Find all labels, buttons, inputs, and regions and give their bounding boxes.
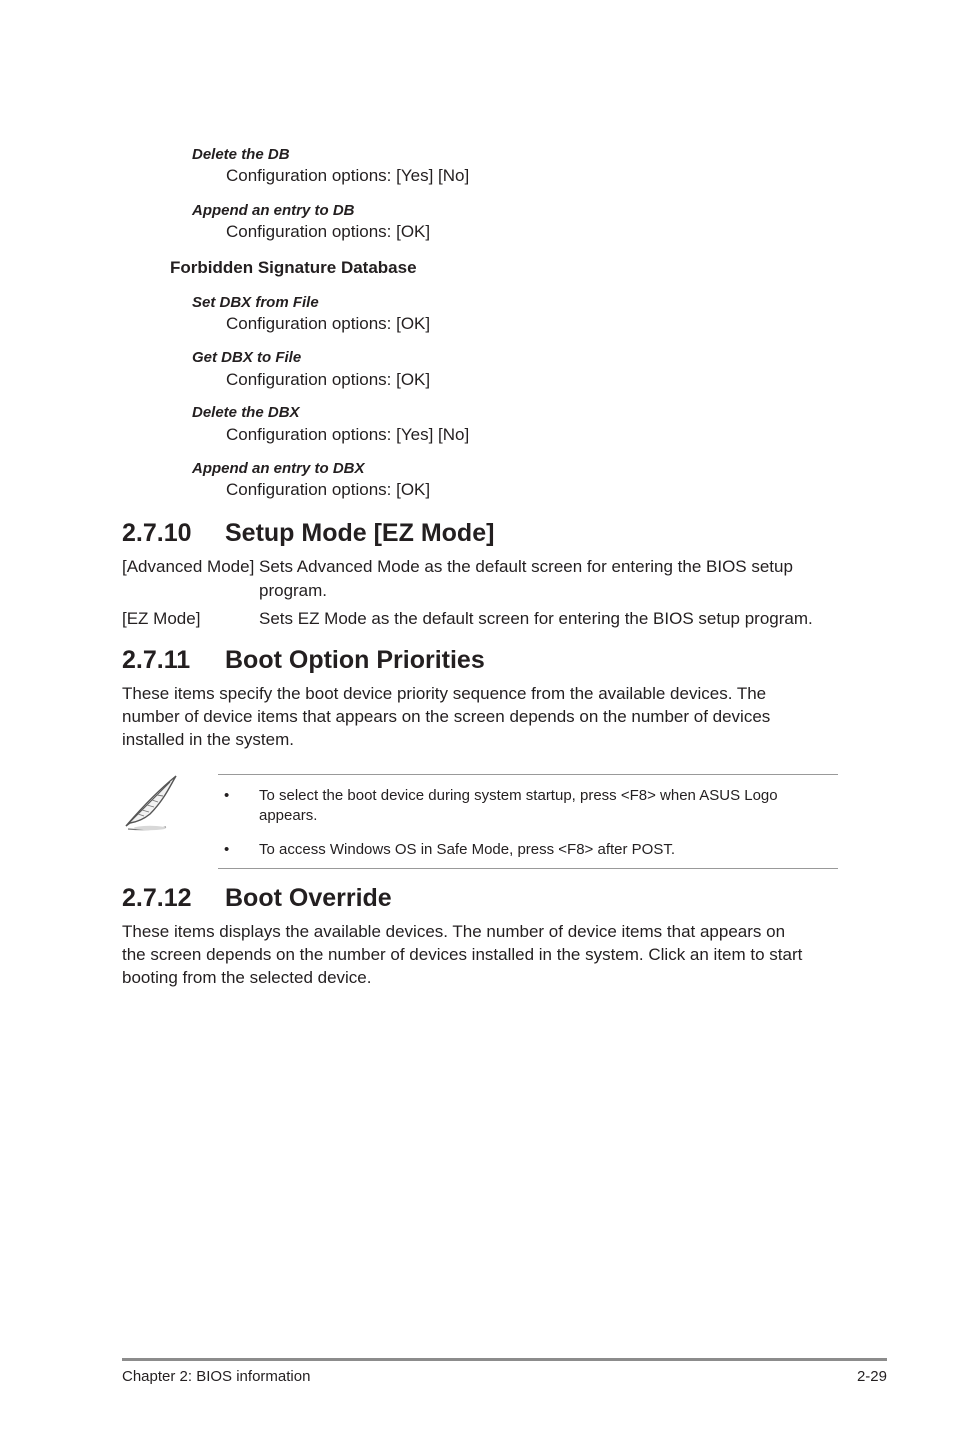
heading-setup-mode: [122, 519, 494, 548]
note-item-safe-mode: [259, 840, 675, 860]
paragraph-line: These items displays the available devices. The number of device items that appears on: [122, 922, 786, 941]
heading-boot-option-priorities: [122, 646, 485, 675]
paragraph-boot-priorities: [122, 682, 770, 751]
note-bullet: •: [224, 841, 230, 858]
note-line: appears.: [259, 807, 318, 824]
item-options-delete-dbx: Configuration options: [Yes] [No]: [226, 425, 470, 444]
feather-pen-icon: [120, 772, 180, 837]
heading-title: Boot Option Priorities: [225, 646, 485, 674]
term-advanced-mode: [Advanced Mode]: [122, 557, 255, 576]
footer-page-number: 2-29: [856, 1368, 887, 1385]
note-top-rule: [218, 774, 838, 775]
paragraph-line: installed in the system.: [122, 730, 294, 749]
paragraph-line: booting from the selected device.: [122, 968, 372, 987]
item-options-set-dbx: Configuration options: [OK]: [226, 314, 431, 333]
note-line: To access Windows OS in Safe Mode, press <F8> after POST.: [259, 841, 676, 858]
section-heading-forbidden-db: Forbidden Signature Database: [170, 258, 417, 277]
paragraph-line: the screen depends on the number of devices installed in the system. Click an item to start: [122, 945, 803, 964]
heading-title: Boot Override: [225, 884, 392, 912]
heading-number: 2.7.11: [122, 646, 191, 674]
note-line: To select the boot device during system startup, press <F8> when ASUS Logo: [259, 787, 778, 804]
item-options-append-dbx: Configuration options: [OK]: [226, 480, 431, 499]
item-title-delete-db: Delete the DB: [192, 146, 290, 163]
paragraph-line: number of device items that appears on the screen depends on the number of devices: [122, 707, 771, 726]
heading-number: 2.7.10: [122, 519, 192, 547]
item-title-set-dbx: Set DBX from File: [192, 294, 319, 311]
desc-advanced-mode-line2: program.: [259, 581, 328, 600]
item-title-delete-dbx: Delete the DBX: [192, 404, 300, 421]
desc-ez-mode: Sets EZ Mode as the default screen for entering the BIOS setup program.: [259, 609, 813, 628]
footer-chapter: Chapter 2: BIOS information: [122, 1368, 311, 1385]
item-title-append-db: Append an entry to DB: [192, 202, 355, 219]
item-options-delete-db: Configuration options: [Yes] [No]: [226, 166, 470, 185]
item-options-get-dbx: Configuration options: [OK]: [226, 370, 431, 389]
item-title-get-dbx: Get DBX to File: [192, 349, 302, 366]
note-bottom-rule: [218, 868, 838, 869]
note-item-f8-boot-device: [259, 786, 778, 826]
paragraph-line: These items specify the boot device priority sequence from the available devices. The: [122, 684, 767, 703]
paragraph-boot-override: [122, 920, 802, 989]
heading-boot-override: [122, 884, 392, 913]
heading-title: Setup Mode [EZ Mode]: [225, 519, 495, 547]
note-bullet: •: [224, 787, 230, 804]
desc-advanced-mode-line1: Sets Advanced Mode as the default screen for entering the BIOS setup: [259, 557, 793, 576]
item-title-append-dbx: Append an entry to DBX: [192, 460, 365, 477]
heading-number: 2.7.12: [122, 884, 192, 912]
footer-rule: [122, 1358, 887, 1361]
item-options-append-db: Configuration options: [OK]: [226, 222, 431, 241]
term-ez-mode: [EZ Mode]: [122, 609, 201, 628]
